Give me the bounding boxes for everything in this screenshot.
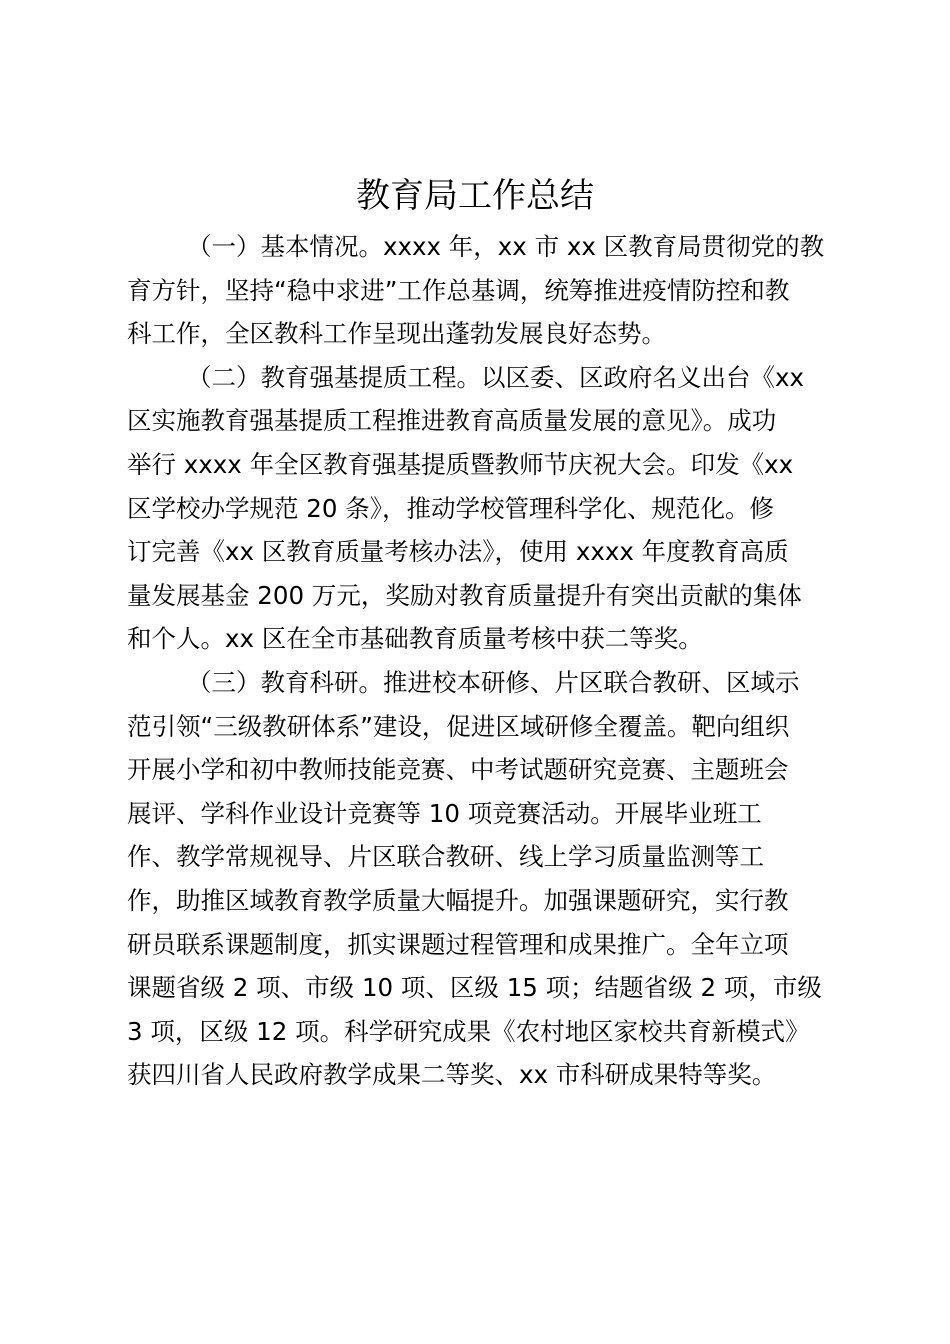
document-title: 教育局工作总结 — [356, 176, 594, 216]
body-line: 范引领“三级教研体系”建设，促进区域研修全覆盖。靶向组织 — [127, 711, 790, 741]
body-line: 举行 xxxx 年全区教育强基提质暨教师节庆祝大会。印发《xx — [127, 449, 794, 479]
body-line: （二）教育强基提质工程。以区委、区政府名义出台《xx — [187, 362, 804, 392]
body-line: 作、教学常规视导、片区联合教研、线上学习质量监测等工 — [127, 842, 764, 872]
body-line: 订完善《xx 区教育质量考核办法》，使用 xxxx 年度教育高质 — [127, 537, 789, 567]
body-line: 开展小学和初中教师技能竞赛、中考试题研究竞赛、主题班会 — [127, 755, 789, 785]
body-line: 3 项，区级 12 项。科学研究成果《农村地区家校共育新模式》 — [127, 1016, 810, 1046]
body-line: 量发展基金 200 万元，奖励对教育质量提升有突出贡献的集体 — [127, 580, 802, 610]
body-line: 获四川省人民政府教学成果二等奖、xx 市科研成果特等奖。 — [127, 1060, 777, 1090]
body-line: 作，助推区域教育教学质量大幅提升。加强课题研究，实行教 — [127, 885, 789, 915]
body-line: 课题省级 2 项、市级 10 项、区级 15 项；结题省级 2 项，市级 — [127, 973, 822, 1003]
body-line: 展评、学科作业设计竞赛等 10 项竞赛活动。开展毕业班工 — [127, 798, 762, 828]
body-line: 区实施教育强基提质工程推进教育高质量发展的意见》。成功 — [127, 406, 777, 436]
document-body — [127, 225, 827, 1097]
body-line: 区学校办学规范 20 条》，推动学校管理科学化、规范化。修 — [127, 493, 774, 523]
body-line: 育方针，坚持“稳中求进”工作总基调，统筹推进疫情防控和教 — [127, 275, 790, 305]
body-line: 和个人。xx 区在全市基础教育质量考核中获二等奖。 — [127, 624, 703, 654]
body-line: 科工作，全区教科工作呈现出蓬勃发展良好态势。 — [127, 319, 666, 349]
body-line: 研员联系课题制度，抓实课题过程管理和成果推广。全年立项 — [127, 929, 789, 959]
body-line: （三）教育科研。推进校本研修、片区联合教研、区域示 — [187, 667, 800, 697]
body-line: （一）基本情况。xxxx 年，xx 市 xx 区教育局贯彻党的教 — [187, 232, 825, 261]
